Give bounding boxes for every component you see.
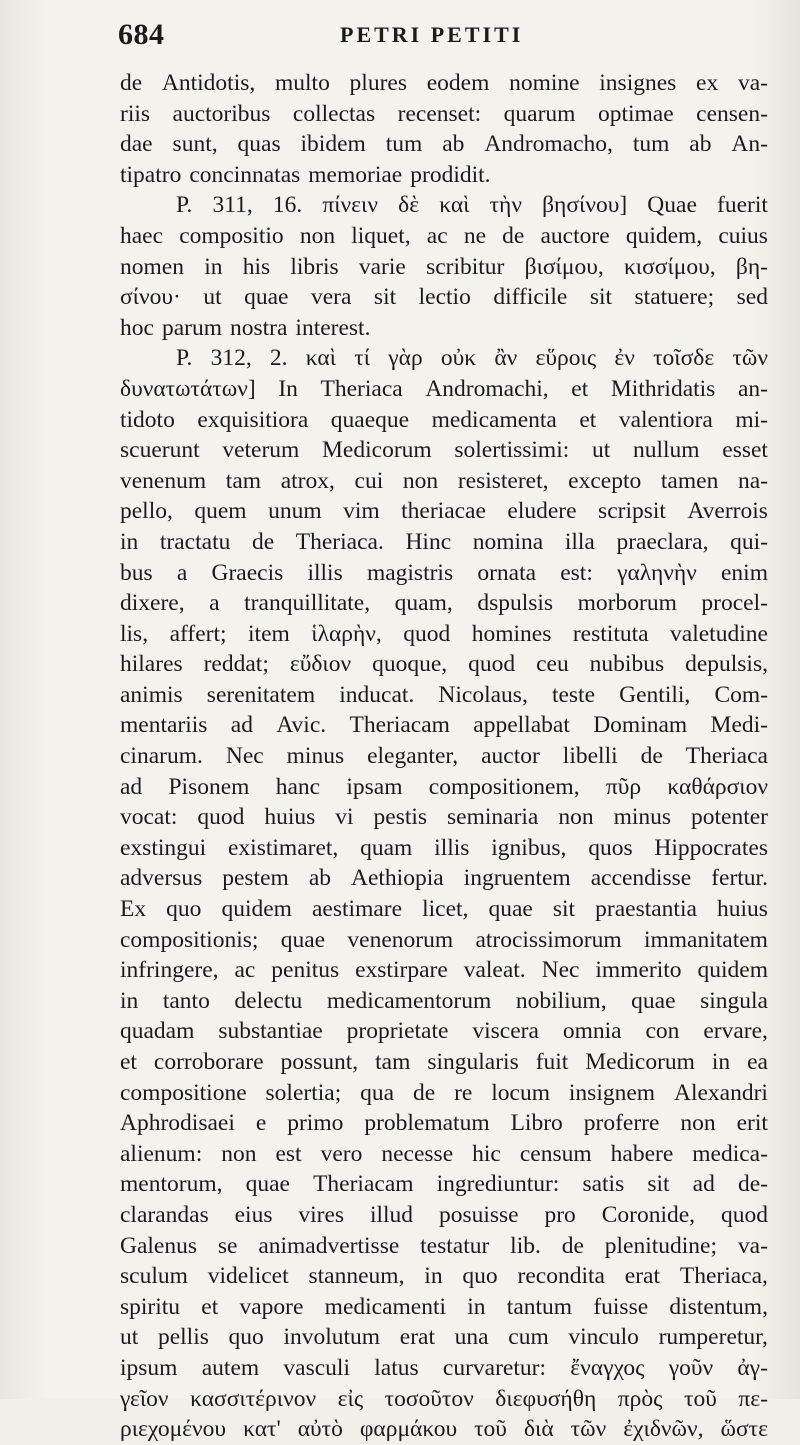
text-line: P. 311, 16. πίνειν δὲ καὶ τὴν βησίνου] Quae fuerit: [176, 192, 768, 219]
text-line: pello, quem unum vim theriacae eludere scripsit Averrois: [120, 498, 768, 525]
text-line: scuerunt veterum Medicorum solertissimi: ut nullum esset: [120, 437, 768, 464]
text-line: hoc parum nostra interest.: [120, 314, 371, 341]
text-line: infringere, ac penitus exstirpare valeat. Nec immerito quidem: [120, 957, 768, 984]
text-line: in tractatu de Theriaca. Hinc nomina illa praeclara, qui-: [120, 528, 768, 555]
text-line: bus a Graecis illis magistris ornata est: γαληνὴν enim: [120, 559, 768, 586]
page-number: 684: [118, 18, 165, 51]
text-line: mentorum, quae Theriacam ingrediuntur: satis sit ad de-: [120, 1171, 768, 1198]
text-line: riis auctoribus collectas recenset: quarum optimae censen-: [120, 100, 768, 127]
text-line: haec compositio non liquet, ac ne de auctore quidem, cuius: [120, 222, 768, 249]
text-line: lis, affert; item ἱλαρὴν, quod homines restituta valetudine: [120, 620, 768, 647]
text-line: cinarum. Nec minus eleganter, auctor libelli de Theriaca: [120, 743, 768, 770]
text-line: adversus pestem ab Aethiopia ingruentem accendisse fertur.: [120, 865, 768, 892]
body-text: [120, 68, 768, 1445]
text-line: tidoto exquisitiora quaeque medicamenta et valentiora mi-: [120, 406, 768, 433]
text-line: clarandas eius vires illud posuisse pro Coronide, quod: [120, 1201, 768, 1228]
text-line: ipsum autem vasculi latus curvaretur: ἔναγχος γοῦν ἀγ-: [120, 1354, 768, 1381]
text-line: P. 312, 2. καὶ τί γὰρ οὐκ ἂν εὕροις ἐν τοῖσδε τῶν: [176, 345, 768, 372]
page-header: [118, 14, 768, 54]
text-line: Galenus se animadvertisse testatur lib. de plenitudine; va-: [120, 1232, 768, 1259]
text-line: dixere, a tranquillitate, quam, dspulsis morborum procel-: [120, 590, 768, 617]
text-line: hilares reddat; εὔδιον quoque, quod ceu nubibus depulsis,: [120, 651, 768, 678]
text-line: de Antidotis, multo plures eodem nomine insignes ex va-: [120, 70, 768, 96]
text-line: γεῖον κασσιτέρινον εἰς τοσοῦτον διεφυσήθη πρὸς τοῦ πε-: [120, 1385, 768, 1412]
text-line: nomen in his libris varie scribitur βισίμου, κισσίμου, βη-: [120, 253, 768, 280]
text-line: δυνατωτάτων] In Theriaca Andromachi, et Mithridatis an-: [120, 375, 768, 402]
text-line: sculum videlicet stanneum, in quo recondita erat Theriaca,: [120, 1263, 768, 1290]
text-line: animis serenitatem inducat. Nicolaus, teste Gentili, Com-: [120, 681, 768, 708]
text-line: dae sunt, quas ibidem tum ab Andromacho, tum ab An-: [120, 131, 768, 158]
text-line: ριεχομένου κατ' αὐτὸ φαρμάκου τοῦ διὰ τῶν ἐχιδνῶν, ὥστε: [120, 1416, 768, 1443]
text-line: compositionis; quae venenorum atrocissimorum immanitatem: [120, 926, 768, 953]
text-line: et corroborare possunt, tam singularis fuit Medicorum in ea: [120, 1049, 768, 1075]
text-line: vocat: quod huius vi pestis seminaria non minus potenter: [120, 804, 768, 831]
text-line: mentariis ad Avic. Theriacam appellabat Dominam Medi-: [120, 712, 768, 739]
text-line: venenum tam atrox, cui non resisteret, excepto tamen na-: [120, 467, 768, 494]
text-line: Aphrodisaei e primo problematum Libro proferre non erit: [120, 1110, 768, 1137]
running-head: PETRI PETITI: [340, 22, 524, 47]
text-line: ad Pisonem hanc ipsam compositionem, πῦρ καθάρσιον: [120, 773, 768, 800]
text-line: compositione solertia; qua de re locum insignem Alexandri: [120, 1079, 768, 1106]
text-line: alienum: non est vero necesse hic censum habere medica-: [120, 1140, 768, 1167]
text-line: in tanto delectu medicamentorum nobilium, quae singula: [120, 987, 768, 1014]
text-line: spiritu et vapore medicamenti in tantum fuisse distentum,: [120, 1293, 768, 1320]
text-line: σίνου· ut quae vera sit lectio difficile sit statuere; sed: [120, 284, 768, 311]
text-line: ut pellis quo involutum erat una cum vinculo rumperetur,: [120, 1324, 768, 1351]
text-line: exstingui existimaret, quam illis ignibus, quos Hippocrates: [120, 834, 768, 861]
text-line: Ex quo quidem aestimare licet, quae sit praestantia huius: [120, 896, 768, 923]
text-line: tipatro concinnatas memoriae prodidit.: [120, 161, 491, 188]
text-line: quadam substantiae proprietate viscera omnia con ervare,: [120, 1018, 768, 1045]
